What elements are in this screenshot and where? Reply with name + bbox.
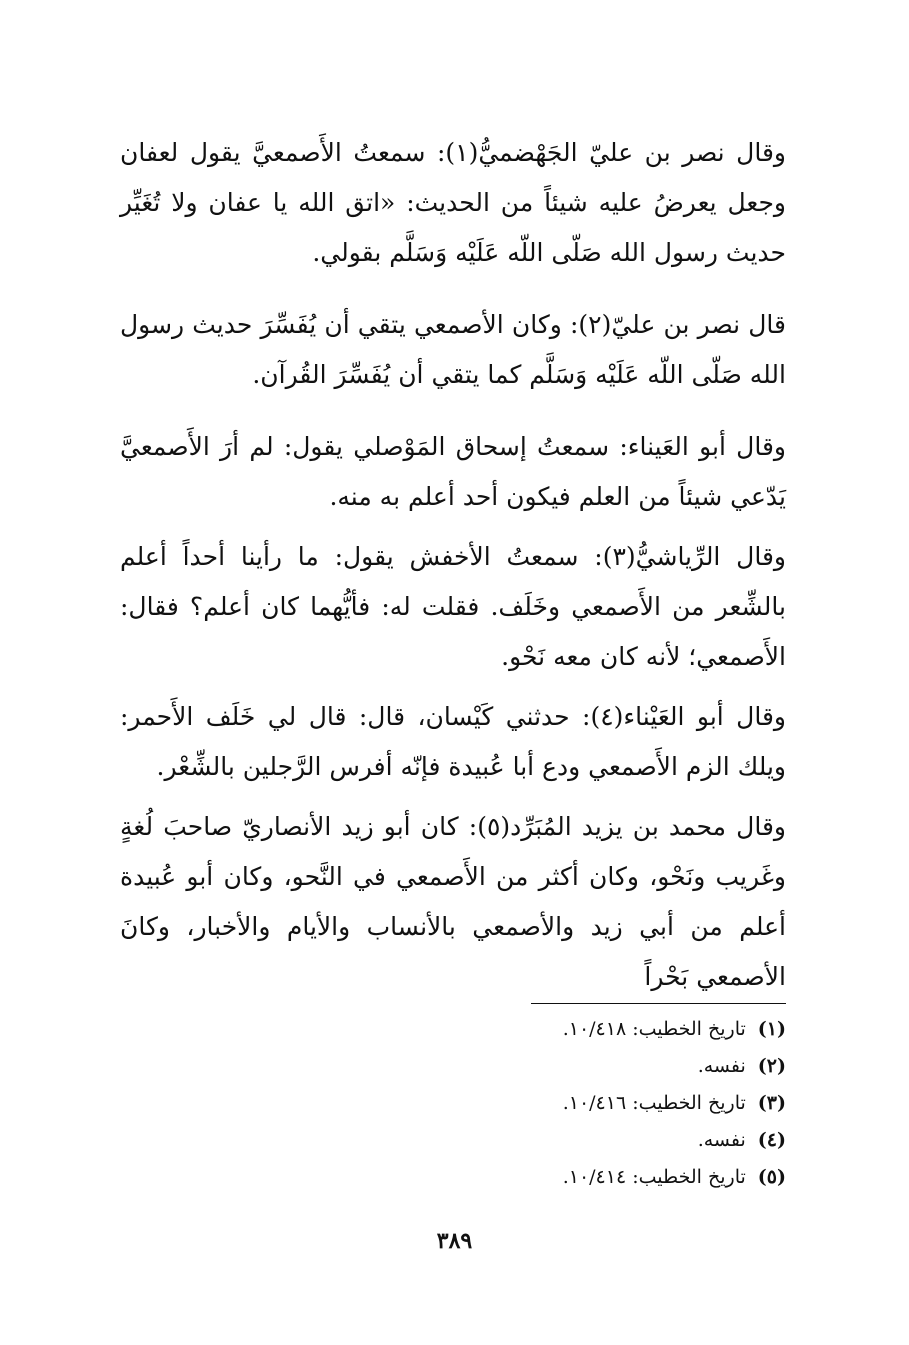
footnote-number: (٤) <box>757 1129 786 1151</box>
footnote-list <box>120 1011 786 1196</box>
footnote-number: (٣) <box>757 1092 786 1114</box>
footnote-text: تاريخ الخطيب: ١٠/٤١٤. <box>562 1166 746 1188</box>
footnote-2 <box>120 1048 786 1085</box>
footnote-number: (٥) <box>757 1166 786 1188</box>
footnote-5 <box>120 1159 786 1196</box>
paragraph-1: وقال نصر بن عليّ الجَهْضميُّ(١): سمعتُ الأَصمعيَّ يقول لعفان وجعل يعرضُ عليه شيئاً من الحديث: «اتق الله يا عفان ولا تُغَيِّر حديث رسول الله صَلّى اللّه عَلَيْه وَسَلَّم بقولي. <box>120 138 786 267</box>
footnote-4 <box>120 1122 786 1159</box>
footnote-1 <box>120 1011 786 1048</box>
footnote-number: (١) <box>757 1018 786 1040</box>
paragraph-6: وقال محمد بن يزيد المُبَرِّد(٥): كان أبو زيد الأنصاريّ صاحبَ لُغةٍ وغَريب ونَحْو، وكان أكثر من الأَصمعي في النَّحو، وكان أبو عُبيدة أعلم من أبي زيد والأصمعي بالأنساب والأيام والأخبار، وكانَ الأصمعي بَحْراً <box>120 812 786 991</box>
paragraph-2: قال نصر بن عليّ(٢): وكان الأصمعي يتقي أن يُفَسِّرَ حديث رسول الله صَلّى اللّه عَلَيْه وَسَلَّم كما يتقي أن يُفَسِّرَ القُرآن. <box>120 310 786 389</box>
paragraph-4: وقال الرِّياشيُّ(٣): سمعتُ الأخفش يقول: ما رأينا أحداً أعلم بالشِّعر من الأَصمعي وخَلَف. فقلت له: فأيُّهما كان أعلم؟ فقال: الأَصمعي؛ لأنه كان معه نَحْو. <box>120 542 786 671</box>
footnote-text: تاريخ الخطيب: ١٠/٤١٨. <box>562 1018 746 1040</box>
paragraph-3: وقال أبو العَيناء: سمعتُ إسحاق المَوْصلي يقول: لم أرَ الأَصمعيَّ يَدّعي شيئاً من العلم فيكون أحد أعلم به منه. <box>120 432 786 511</box>
main-text <box>120 128 786 1002</box>
footnote-text: نفسه. <box>697 1055 746 1077</box>
footnote-3 <box>120 1085 786 1122</box>
footnote-text: تاريخ الخطيب: ١٠/٤١٦. <box>562 1092 746 1114</box>
footnote-number: (٢) <box>757 1055 786 1077</box>
paragraph-5: وقال أبو العَيْناء(٤): حدثني كَيْسان، قال: قال لي خَلَف الأَحمر: ويلك الزم الأَصمعي ودع أبا عُبيدة فإنّه أفرس الرَّجلين بالشِّعْر. <box>120 702 786 781</box>
footnote-text: نفسه. <box>697 1129 746 1151</box>
page-number: ٣٨٩ <box>436 1228 473 1254</box>
footnote-divider <box>531 1003 786 1004</box>
